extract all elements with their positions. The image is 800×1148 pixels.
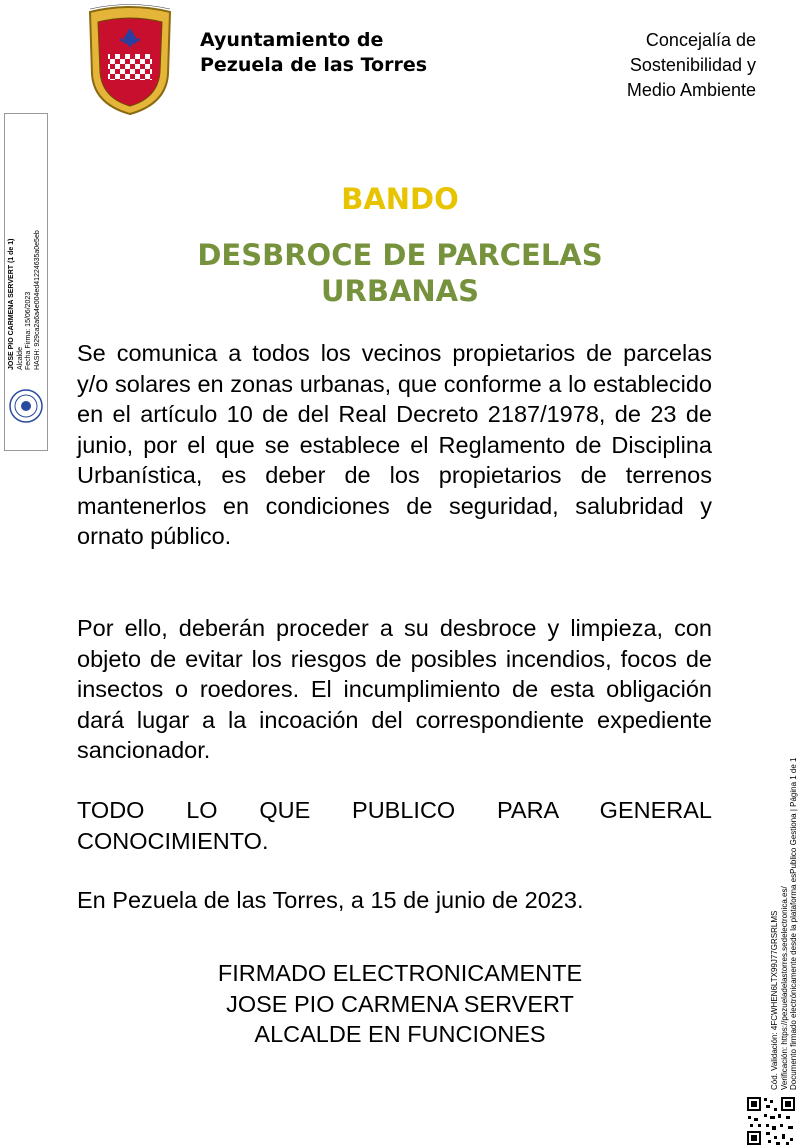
signer-role: Alcalde	[16, 347, 24, 370]
signature-hash: HASH: 929ca2a6a4e004ed41224635a0e5eb	[33, 230, 41, 370]
department-line-1: Concejalía de	[645, 30, 756, 50]
document-subtitle	[100, 237, 700, 309]
signer-name: JOSE PIO CARMENA SERVERT (1 de 1)	[8, 238, 15, 370]
paragraph-obligation: Por ello, deberán proceder a su desbroce y limpieza, con objeto de evitar los riesgos de posibles incendios, focos de insectos o roedores. El incumplimiento de esta obligación dará lugar a la incoación del correspondiente expediente sancionador.	[77, 615, 712, 763]
validation-url: Verificación: https://pezueladelastorres.sedelectronica.es/	[779, 886, 789, 1090]
municipal-crest-logo	[80, 4, 180, 116]
department-line-2: Sostenibilidad y	[629, 55, 756, 75]
paragraph-notice: Se comunica a todos los vecinos propietarios de parcelas y/o solares en zonas urbanas, que conforme a lo establecido en el artículo 10 de del Real Decreto 2187/1978, de 23 de junio, por el que se establece el Reglamento de Disciplina Urbanística, es deber de los propietarios de terrenos mantenerlos en condiciones de seguridad, salubridad y ornato público.	[77, 340, 712, 549]
signature-line-1: FIRMADO ELECTRONICAMENTE	[217, 960, 583, 986]
department-line-3: Medio Ambiente	[626, 80, 756, 100]
organization-line-2: Pezuela de las Torres	[200, 54, 428, 76]
signature-block	[0, 958, 800, 1050]
subtitle-line-2: URBANAS	[320, 274, 480, 308]
validation-info	[770, 710, 799, 1090]
official-seal-icon	[8, 388, 44, 424]
organization-line-1: Ayuntamiento de	[200, 29, 384, 51]
department-name	[627, 28, 756, 103]
document-title: BANDO	[341, 182, 459, 216]
validation-code: Cód. Validación: 4FCWHEN6LTX99J77GRSRLMS	[770, 910, 779, 1090]
signature-stamp-text	[8, 130, 42, 370]
signature-date: Fecha Firma: 15/06/2023	[25, 291, 32, 370]
paragraph-place-date: En Pezuela de las Torres, a 15 de junio de 2023.	[77, 887, 584, 913]
signature-line-2: JOSE PIO CARMENA SERVERT	[226, 990, 574, 1017]
validation-document: Documento firmado electrónicamente desde la plataforma esPublico Gestiona | Página 1 de 1	[789, 757, 798, 1090]
organization-name	[200, 28, 427, 78]
signature-line-3: ALCALDE EN FUNCIONES	[254, 1021, 546, 1047]
paragraph-publication: TODO LO QUE PUBLICO PARA GENERAL CONOCIMIENTO.	[77, 797, 712, 854]
subtitle-line-1: DESBROCE DE PARCELAS	[197, 238, 603, 272]
qr-code-icon[interactable]	[746, 1096, 796, 1146]
